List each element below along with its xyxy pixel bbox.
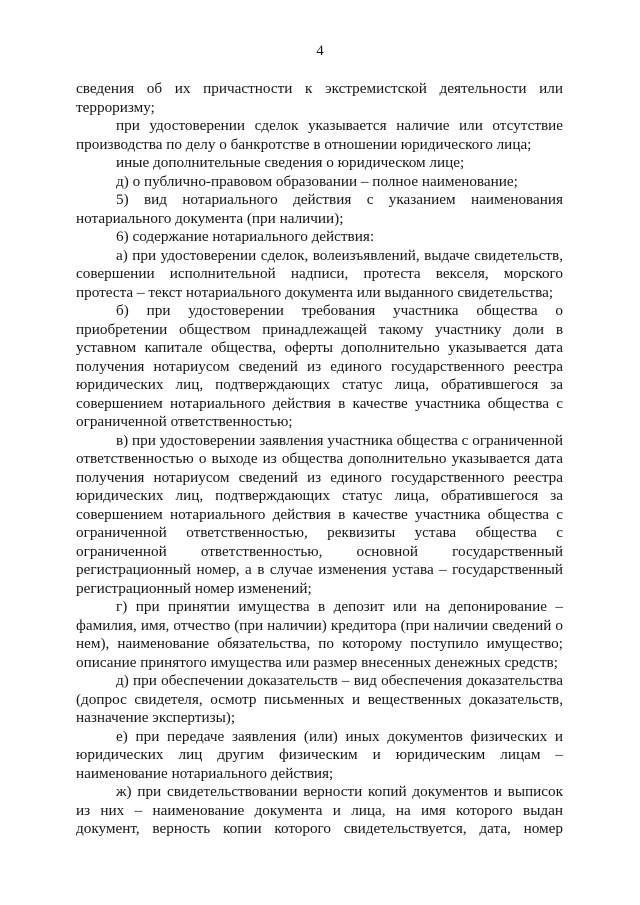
paragraph: е) при передаче заявления (или) иных документов физических и юридических лиц другим физическим и юридическим лицам – наименование нотариального действия; xyxy=(76,727,563,782)
paragraph: 5) вид нотариального действия с указанием наименования нотариального документа (при наличии); xyxy=(76,191,563,227)
paragraph: д) при обеспечении доказательств – вид обеспечения доказательства (допрос свидетеля, осмотр письменных и вещественных доказательств, назначение экспертизы); xyxy=(76,672,563,726)
paragraph: иные дополнительные сведения о юридическом лице; xyxy=(116,154,465,171)
paragraph: при удостоверении сделок указывается наличие или отсутствие производства по делу о банкротстве в отношении юридического лица; xyxy=(76,117,563,153)
paragraph: г) при принятии имущества в депозит или на депонирование – фамилия, имя, отчество (при наличии) кредитора (при наличии сведений о нем), наименование обязательства, по которому поступило имущество; описание принятого имущества или размер внесенных денежных средств; xyxy=(76,598,563,671)
paragraph: б) при удостоверении требования участника общества о приобретении обществом принадлежащей такому участнику доли в уставном капитале общества, оферты дополнительно указывается дата получения нотариусом сведений из единого государственного реестра юридических лиц, подтверждающих статус лица, обратившегося за совершением нотариального действия в качестве участника общества с ограниченной ответственностью; xyxy=(76,302,563,430)
paragraph: в) при удостоверении заявления участника общества с ограниченной ответственностью о выходе из общества дополнительно указывается дата получения нотариусом сведений из единого государственного реестра юридических лиц, подтверждающих статус лица, обратившегося за совершением нотариального действия в качестве участника общества с ограниченной ответственностью, реквизиты устава общества с ограниченной ответственностью, основной государственный регистрационный номер, а в случае изменения устава – государственный регистрационный номер изменений; xyxy=(76,431,563,597)
paragraph: 6) содержание нотариального действия: xyxy=(116,228,375,245)
paragraph: а) при удостоверении сделок, волеизъявлений, выдаче свидетельств, совершении исполнительной надписи, протеста векселя, морского протеста – текст нотариального документа или выданного свидетельства; xyxy=(76,246,563,301)
paragraph: ж) при свидетельствовании верности копий документов и выписок из них – наименование документа и лица, на имя которого выдан документ, верность копии которого свидетельствуется, дата, номер xyxy=(76,783,563,837)
paragraph: сведения об их причастности к экстремистской деятельности или терроризму; xyxy=(76,80,563,116)
page-number: 4 xyxy=(316,43,324,59)
paragraph: д) о публично-правовом образовании – полное наименование; xyxy=(116,172,518,190)
document-body xyxy=(76,80,563,839)
